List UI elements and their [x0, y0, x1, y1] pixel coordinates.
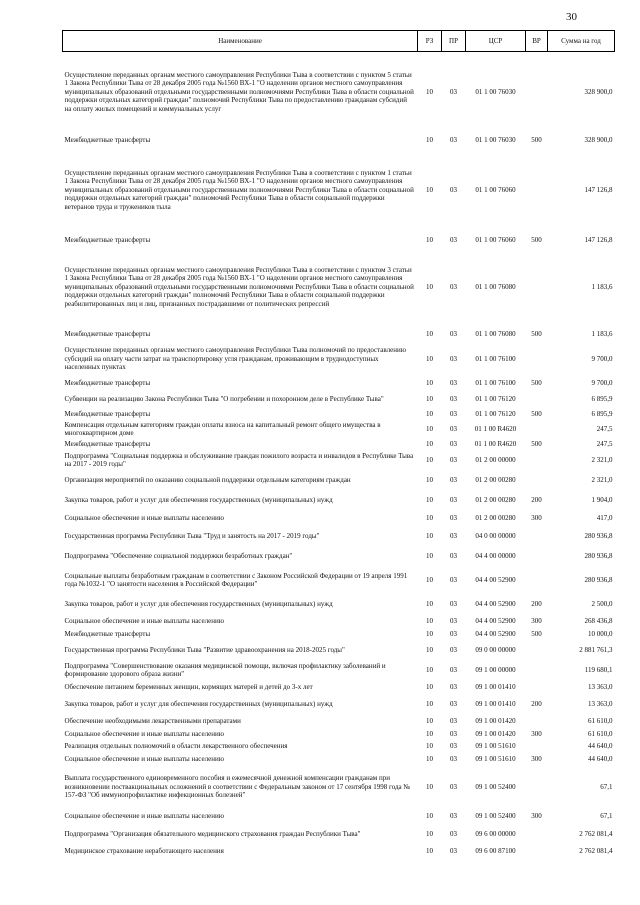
- header-name: Наименование: [63, 31, 418, 52]
- cell-csr: 01 2 00 00280: [475, 495, 516, 504]
- cell-rz: 10: [426, 378, 433, 387]
- cell-name: Осуществление переданных органам местного самоуправления Республики Тыва в соответствии с пунктом 1 статьи 1 Закона Республики Тыва от 28 декабря 2005 года №1560 ВХ-1 "О наделении органов местного самоуправления муниципальных образований отдельными государственными полномочиями Республики Тыва в области социальной поддержки отдельных категорий граждан" полномочий Республики Тыва в области социальной поддержки ветеранов труда и тружеников тыла: [64, 168, 414, 211]
- table-row: [63, 844, 615, 858]
- table-row: [63, 628, 615, 640]
- cell-pr: 03: [450, 135, 457, 144]
- table-row: [63, 420, 615, 438]
- cell-pr: 03: [450, 665, 457, 674]
- cell-rz: 10: [426, 185, 433, 194]
- cell-vr: [526, 248, 548, 326]
- cell-csr: 04 4 00 52900: [475, 629, 516, 638]
- cell-sum: 61 610,0: [588, 729, 613, 738]
- cell-rz: 10: [426, 716, 433, 725]
- cell-sum: 44 640,0: [588, 754, 613, 763]
- table-row: [63, 342, 615, 376]
- cell-csr: 01 2 00 00000: [475, 455, 516, 464]
- budget-table: [62, 30, 615, 858]
- cell-vr: 200: [531, 599, 542, 608]
- cell-sum: 9 700,0: [591, 354, 613, 363]
- table-row: [63, 232, 615, 248]
- cell-vr: 300: [531, 513, 542, 522]
- table-row: [63, 728, 615, 740]
- cell-rz: 10: [426, 754, 433, 763]
- cell-csr: 04 4 00 52900: [475, 575, 516, 584]
- cell-sum: 2 881 761,3: [579, 645, 613, 654]
- cell-csr: 01 1 00 R4620: [474, 439, 517, 448]
- cell-pr: 03: [450, 599, 457, 608]
- cell-sum: 268 436,8: [584, 616, 613, 625]
- cell-rz: 10: [426, 513, 433, 522]
- table-row: [63, 450, 615, 470]
- cell-sum: 280 936,8: [584, 575, 613, 584]
- cell-csr: 04 4 00 52900: [475, 616, 516, 625]
- cell-csr: 09 1 00 01410: [475, 699, 516, 708]
- cell-sum: 2 762 081,4: [579, 829, 613, 838]
- cell-pr: 03: [450, 754, 457, 763]
- table-row: [63, 752, 615, 766]
- cell-pr: 03: [450, 282, 457, 291]
- cell-sum: 280 936,8: [584, 551, 613, 560]
- cell-sum: 417,0: [596, 513, 613, 522]
- cell-sum: 119 680,1: [584, 665, 613, 674]
- cell-vr: [526, 824, 548, 844]
- cell-name: Подпрограмма "Социальная поддержка и обслуживание граждан пожилого возраста и инвалидов в Республике Тыва на 2017 - 2019 годы": [64, 451, 414, 468]
- cell-name: Подпрограмма "Обеспечение социальной поддержки безработных граждан": [64, 551, 293, 560]
- cell-name: Межбюджетные трансферты: [64, 439, 151, 448]
- cell-name: Закупка товаров, работ и услуг для обеспечения государственных (муниципальных) нужд: [64, 495, 333, 504]
- table-row: [63, 438, 615, 450]
- cell-vr: [526, 470, 548, 490]
- cell-rz: 10: [426, 354, 433, 363]
- cell-vr: 300: [531, 811, 542, 820]
- cell-name: Социальное обеспечение и иные выплаты населению: [64, 513, 224, 522]
- cell-csr: 09 6 00 00000: [475, 829, 516, 838]
- cell-pr: 03: [450, 645, 457, 654]
- cell-name: Осуществление переданных органам местного самоуправления Республики Тыва полномочий по предоставлению субсидий на оплату части затрат на транспортировку угля гражданам, проживающим в труднодоступных населенных пунктах: [64, 346, 406, 372]
- cell-vr: [526, 640, 548, 660]
- cell-csr: 01 1 00 76100: [475, 354, 516, 363]
- cell-sum: 67,1: [600, 811, 613, 820]
- cell-sum: 280 936,8: [584, 531, 613, 540]
- table-row: [63, 694, 615, 714]
- cell-name: Медицинское страхование неработающего населения: [64, 846, 224, 855]
- cell-rz: 10: [426, 235, 433, 244]
- cell-csr: 01 1 00 76100: [475, 378, 516, 387]
- cell-name: Компенсация отдельным категориям граждан оплаты взноса на капитальный ремонт общего имущества в многоквартирном доме: [64, 420, 381, 437]
- cell-rz: 10: [426, 665, 433, 674]
- cell-name: Государственная программа Республики Тыва "Труд и занятость на 2017 - 2019 годы": [64, 531, 320, 540]
- cell-vr: [526, 660, 548, 680]
- cell-csr: 09 1 00 01420: [475, 729, 516, 738]
- table-row: [63, 376, 615, 390]
- cell-name: Организация мероприятий по оказанию социальной поддержки отдельным категориям граждан: [64, 475, 351, 484]
- cell-sum: 147 126,8: [584, 235, 613, 244]
- cell-rz: 10: [426, 829, 433, 838]
- cell-csr: 09 1 00 52400: [475, 811, 516, 820]
- cell-rz: 10: [426, 741, 433, 750]
- cell-pr: 03: [450, 409, 457, 418]
- cell-rz: 10: [426, 531, 433, 540]
- cell-vr: [526, 546, 548, 566]
- cell-pr: 03: [450, 475, 457, 484]
- cell-name: Межбюджетные трансферты: [64, 378, 151, 387]
- cell-pr: 03: [450, 424, 457, 433]
- table-row: [63, 640, 615, 660]
- cell-csr: 01 1 00 76060: [475, 235, 516, 244]
- cell-name: Реализация отдельных полномочий в области лекарственного обеспечения: [64, 741, 288, 750]
- cell-vr: [526, 680, 548, 694]
- cell-csr: 01 2 00 00280: [475, 475, 516, 484]
- cell-name: Выплата государственного единовременного пособия и ежемесячной денежной компенсации гражданам при возникновении поствакцинальных осложнений в соответствии с Федеральным законом от 17 сентября 1998 года № 157-ФЗ "Об иммунопрофилактике инфекционных болезней": [64, 774, 411, 800]
- cell-vr: [526, 740, 548, 752]
- table-row: [63, 740, 615, 752]
- cell-csr: 01 1 00 76080: [475, 329, 516, 338]
- cell-rz: 10: [426, 616, 433, 625]
- header-csr: ЦСР: [466, 31, 526, 52]
- cell-name: Социальное обеспечение и иные выплаты населению: [64, 729, 224, 738]
- cell-sum: 2 321,0: [591, 455, 613, 464]
- cell-rz: 10: [426, 575, 433, 584]
- cell-pr: 03: [450, 354, 457, 363]
- table-row: [63, 248, 615, 326]
- cell-sum: 13 363,0: [588, 682, 613, 691]
- cell-pr: 03: [450, 329, 457, 338]
- cell-csr: 01 1 00 R4620: [474, 424, 517, 433]
- cell-sum: 6 895,9: [591, 394, 613, 403]
- cell-sum: 1 904,0: [591, 495, 613, 504]
- cell-pr: 03: [450, 513, 457, 522]
- cell-pr: 03: [450, 575, 457, 584]
- cell-vr: 500: [531, 409, 542, 418]
- cell-rz: 10: [426, 439, 433, 448]
- table-row: [63, 326, 615, 342]
- cell-name: Подпрограмма "Совершенствование оказания медицинской помощи, включая профилактику заболеваний и формирование здорового образа жизни": [64, 661, 386, 678]
- cell-csr: 04 4 00 00000: [475, 551, 516, 560]
- cell-vr: [526, 714, 548, 728]
- cell-rz: 10: [426, 475, 433, 484]
- cell-pr: 03: [450, 782, 457, 791]
- cell-rz: 10: [426, 629, 433, 638]
- cell-rz: 10: [426, 409, 433, 418]
- cell-pr: 03: [450, 495, 457, 504]
- cell-pr: 03: [450, 729, 457, 738]
- cell-pr: 03: [450, 741, 457, 750]
- cell-csr: 01 1 00 76080: [475, 282, 516, 291]
- cell-rz: 10: [426, 846, 433, 855]
- table-row: [63, 660, 615, 680]
- cell-vr: 500: [531, 378, 542, 387]
- cell-name: Осуществление переданных органам местного самоуправления Республики Тыва в соответствии с пунктом 5 статьи 1 Закона Республики Тыва от 28 декабря 2005 года №1560 ВХ-1 "О наделении органов местного самоуправления муниципальных образований отдельными государственными полномочиями Республики Тыва в области социальной поддержки отдельных категорий граждан" полномочий Республики Тыва по предоставлению гражданам субсидий на оплату жилых помещений и коммунальных услуг: [64, 70, 414, 113]
- cell-sum: 2 500,0: [591, 599, 613, 608]
- cell-vr: 500: [531, 135, 542, 144]
- table-row: [63, 470, 615, 490]
- table-row: [63, 132, 615, 148]
- cell-name: Субвенции на реализацию Закона Республики Тыва "О погребении и похоронном деле в Республике Тыва": [64, 394, 384, 403]
- cell-name: Межбюджетные трансферты: [64, 235, 151, 244]
- cell-pr: 03: [450, 531, 457, 540]
- cell-vr: [526, 844, 548, 858]
- cell-pr: 03: [450, 629, 457, 638]
- cell-sum: 247,5: [596, 424, 613, 433]
- cell-rz: 10: [426, 782, 433, 791]
- cell-name: Закупка товаров, работ и услуг для обеспечения государственных (муниципальных) нужд: [64, 599, 333, 608]
- cell-pr: 03: [450, 699, 457, 708]
- cell-csr: 09 1 00 01420: [475, 716, 516, 725]
- cell-name: Межбюджетные трансферты: [64, 329, 151, 338]
- cell-rz: 10: [426, 811, 433, 820]
- cell-pr: 03: [450, 846, 457, 855]
- cell-csr: 04 4 00 52900: [475, 599, 516, 608]
- table-row: [63, 614, 615, 628]
- cell-vr: [526, 420, 548, 438]
- cell-vr: 500: [531, 629, 542, 638]
- cell-rz: 10: [426, 699, 433, 708]
- cell-rz: 10: [426, 551, 433, 560]
- cell-pr: 03: [450, 87, 457, 96]
- cell-rz: 10: [426, 87, 433, 96]
- cell-sum: 10 000,0: [588, 629, 613, 638]
- cell-name: Межбюджетные трансферты: [64, 629, 151, 638]
- header-vr: ВР: [526, 31, 548, 52]
- cell-vr: [526, 766, 548, 808]
- cell-pr: 03: [450, 378, 457, 387]
- cell-rz: 10: [426, 682, 433, 691]
- table-row: [63, 594, 615, 614]
- table-row: [63, 808, 615, 824]
- cell-csr: 01 1 00 76030: [475, 135, 516, 144]
- cell-csr: 09 1 00 00000: [475, 665, 516, 674]
- page-number: 30: [566, 11, 577, 23]
- cell-csr: 01 1 00 76120: [475, 409, 516, 418]
- cell-vr: [526, 526, 548, 546]
- cell-vr: 200: [531, 699, 542, 708]
- table-row: [63, 52, 615, 133]
- cell-vr: 500: [531, 439, 542, 448]
- header-rz: РЗ: [418, 31, 442, 52]
- cell-csr: 09 6 00 87100: [475, 846, 516, 855]
- table-row: [63, 526, 615, 546]
- table-row: [63, 766, 615, 808]
- cell-name: Межбюджетные трансферты: [64, 409, 151, 418]
- table-row: [63, 546, 615, 566]
- table-row: [63, 714, 615, 728]
- cell-vr: [526, 390, 548, 408]
- cell-sum: 44 640,0: [588, 741, 613, 750]
- cell-csr: 09 1 00 01410: [475, 682, 516, 691]
- cell-pr: 03: [450, 185, 457, 194]
- cell-sum: 147 126,8: [584, 185, 613, 194]
- cell-csr: 09 1 00 52400: [475, 782, 516, 791]
- cell-csr: 09 1 00 51610: [475, 754, 516, 763]
- cell-sum: 67,1: [600, 782, 613, 791]
- cell-csr: 09 1 00 51610: [475, 741, 516, 750]
- cell-name: Межбюджетные трансферты: [64, 135, 151, 144]
- cell-vr: 200: [531, 495, 542, 504]
- table-row: [63, 680, 615, 694]
- table-row: [63, 510, 615, 526]
- table-row: [63, 390, 615, 408]
- cell-vr: 500: [531, 329, 542, 338]
- cell-csr: 04 0 00 00000: [475, 531, 516, 540]
- cell-csr: 01 1 00 76030: [475, 87, 516, 96]
- cell-vr: 300: [531, 754, 542, 763]
- cell-rz: 10: [426, 329, 433, 338]
- cell-rz: 10: [426, 599, 433, 608]
- cell-pr: 03: [450, 829, 457, 838]
- cell-rz: 10: [426, 424, 433, 433]
- cell-sum: 1 183,6: [591, 329, 613, 338]
- table-row: [63, 824, 615, 844]
- cell-pr: 03: [450, 551, 457, 560]
- cell-vr: [526, 342, 548, 376]
- cell-rz: 10: [426, 135, 433, 144]
- cell-pr: 03: [450, 235, 457, 244]
- cell-pr: 03: [450, 682, 457, 691]
- cell-csr: 09 0 00 00000: [475, 645, 516, 654]
- cell-pr: 03: [450, 394, 457, 403]
- cell-name: Подпрограмма "Организация обязательного медицинского страхования граждан Республики Тыва": [64, 829, 361, 838]
- cell-rz: 10: [426, 729, 433, 738]
- cell-name: Обеспечение питанием беременных женщин, кормящих матерей и детей до 3-х лет: [64, 682, 313, 691]
- cell-csr: 01 1 00 76120: [475, 394, 516, 403]
- table-row: [63, 408, 615, 420]
- cell-sum: 2 762 081,4: [579, 846, 613, 855]
- cell-vr: 300: [531, 729, 542, 738]
- table-row: [63, 490, 615, 510]
- cell-name: Государственная программа Республики Тыва "Развитие здравоохранения на 2018-2025 годы": [64, 645, 345, 654]
- cell-vr: [526, 148, 548, 232]
- cell-sum: 9 700,0: [591, 378, 613, 387]
- cell-csr: 01 2 00 00280: [475, 513, 516, 522]
- cell-csr: 01 1 00 76060: [475, 185, 516, 194]
- cell-vr: [526, 566, 548, 594]
- cell-sum: 2 321,0: [591, 475, 613, 484]
- cell-rz: 10: [426, 282, 433, 291]
- cell-name: Обеспечение необходимыми лекарственными препаратами: [64, 716, 241, 725]
- cell-rz: 10: [426, 645, 433, 654]
- cell-vr: [526, 52, 548, 133]
- cell-vr: [526, 450, 548, 470]
- cell-name: Осуществление переданных органам местного самоуправления Республики Тыва в соответствии с пунктом 3 статьи 1 Закона Республики Тыва от 28 декабря 2005 года №1560 ВХ-1 "О наделении органов местного самоуправления муниципальных образований отдельными государственными полномочиями Республики Тыва в области социальной поддержки отдельных категорий граждан" полномочий Республики Тыва в области социальной поддержки реабилитированных лиц и лиц, признанных пострадавшими от политических репрессий: [64, 265, 414, 308]
- cell-name: Социальные выплаты безработным гражданам в соответствии с Законом Российской Федерации от 19 апреля 1991 года №1032-1 "О занятости населения в Российской Федерации": [64, 571, 408, 588]
- cell-pr: 03: [450, 455, 457, 464]
- table-row: [63, 566, 615, 594]
- header-pr: ПР: [442, 31, 466, 52]
- cell-rz: 10: [426, 394, 433, 403]
- cell-vr: 500: [531, 235, 542, 244]
- cell-name: Социальное обеспечение и иные выплаты населению: [64, 811, 224, 820]
- cell-sum: 6 895,9: [591, 409, 613, 418]
- cell-pr: 03: [450, 811, 457, 820]
- cell-vr: 300: [531, 616, 542, 625]
- cell-sum: 328 900,0: [584, 87, 613, 96]
- cell-rz: 10: [426, 495, 433, 504]
- cell-sum: 1 183,6: [591, 282, 613, 291]
- table-header-row: [63, 31, 615, 52]
- cell-rz: 10: [426, 455, 433, 464]
- cell-sum: 328 900,0: [584, 135, 613, 144]
- cell-name: Закупка товаров, работ и услуг для обеспечения государственных (муниципальных) нужд: [64, 699, 333, 708]
- cell-name: Социальное обеспечение и иные выплаты населению: [64, 754, 224, 763]
- table-row: [63, 148, 615, 232]
- cell-sum: 61 610,0: [588, 716, 613, 725]
- cell-pr: 03: [450, 716, 457, 725]
- cell-sum: 247,5: [596, 439, 613, 448]
- cell-pr: 03: [450, 439, 457, 448]
- cell-pr: 03: [450, 616, 457, 625]
- cell-name: Социальное обеспечение и иные выплаты населению: [64, 616, 224, 625]
- cell-sum: 13 363,0: [588, 699, 613, 708]
- header-sum: Сумма на год: [548, 31, 615, 52]
